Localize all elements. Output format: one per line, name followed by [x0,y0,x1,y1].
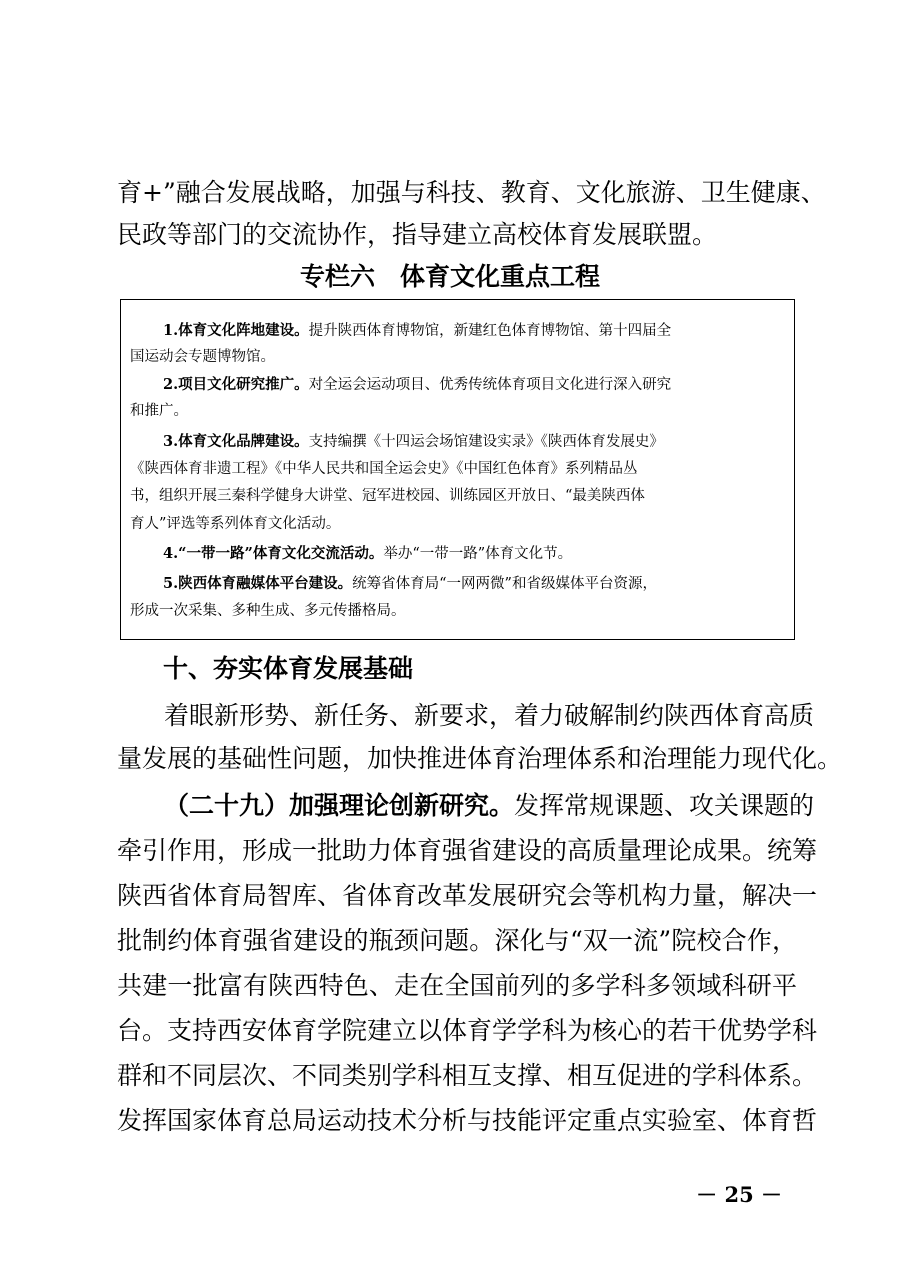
paragraph-line: 发挥国家体育总局运动技术分析与技能评定重点实验室、体育哲 [117,1106,818,1135]
box-item-4-label: 4.“一带一路”体育文化交流活动。 [163,545,384,562]
page-number: － 25 － [696,1182,782,1207]
paragraph-line: 批制约体育强省建设的瓶颈问题。深化与“双一流”院校合作， [117,926,797,955]
box-item-2-text: 对全运会运动项目、优秀传统体育项目文化进行深入研究 [308,377,672,393]
box-item-1-label: 1.体育文化阵地建设。 [163,322,309,339]
box-item-3-cont: 育人”评选等系列体育文化活动。 [130,516,341,532]
paragraph-line: 陕西省体育局智库、省体育改革发展研究会等机构力量，解决一 [117,881,818,910]
feature-box [120,299,795,640]
box-item-5-text: 统筹省体育局“一网两微”和省级媒体平台资源， [352,576,657,592]
box-item-2-cont: 和推广。 [130,403,188,419]
box-item-5-label: 5.陕西体育融媒体平台建设。 [163,575,353,592]
box-item-1-cont: 国运动会专题博物馆。 [130,349,275,365]
paragraph-line: 民政等部门的交流协作，指导建立高校体育发展联盟。 [117,220,718,249]
box-item-1-text: 提升陕西体育博物馆，新建红色体育博物馆、第十四届全 [308,323,672,339]
paragraph-line: 着眼新形势、新任务、新要求，着力破解制约陕西体育高质 [164,701,815,730]
box-item-4-text: 举办“一带一路”体育文化节。 [383,546,573,562]
box-item-3-label: 3.体育文化品牌建设。 [163,433,309,450]
subsection-lead [164,787,815,825]
paragraph-line: 牵引作用，形成一批助力体育强省建设的高质量理论成果。统筹 [117,836,818,865]
box-item-3-cont: 书，组织开展三秦科学健身大讲堂、冠军进校园、训练园区开放日、“最美陕西体 [130,488,645,504]
subsection-text: 发挥常规课题、攻关课题的 [514,791,815,820]
paragraph-line: 台。支持西安体育学院建立以体育学学科为核心的若干优势学科 [117,1016,818,1045]
paragraph-line: 育+”融合发展战略，加强与科技、教育、文化旅游、卫生健康、 [117,178,826,207]
subsection-title: （二十九）加强理论创新研究。 [164,791,515,820]
box-item-3-text: 支持编撰《十四运会场馆建设实录》《陕西体育发展史》 [308,434,664,450]
box-item-3 [163,429,785,455]
box-item-5 [163,571,785,597]
paragraph-line: 共建一批富有陕西特色、走在全国前列的多学科多领域科研平 [117,971,797,1000]
paragraph-line: 量发展的基础性问题，加快推进体育治理体系和治理能力现代化。 [117,744,843,773]
paragraph-line: 群和不同层次、不同类别学科相互支撑、相互促进的学科体系。 [117,1061,818,1090]
box-item-3-cont: 《陕西体育非遗工程》《中华人民共和国全运会史》《中国红色体育》系列精品丛 [130,461,638,477]
box-item-1 [163,318,785,344]
box-item-2-label: 2.项目文化研究推广。 [163,376,309,393]
section-heading: 十、夯实体育发展基础 [163,654,414,683]
box-item-4 [163,541,785,567]
box-title: 专栏六 体育文化重点工程 [299,262,600,291]
box-item-2 [163,372,785,398]
box-item-5-cont: 形成一次采集、多种生成、多元传播格局。 [130,603,406,619]
